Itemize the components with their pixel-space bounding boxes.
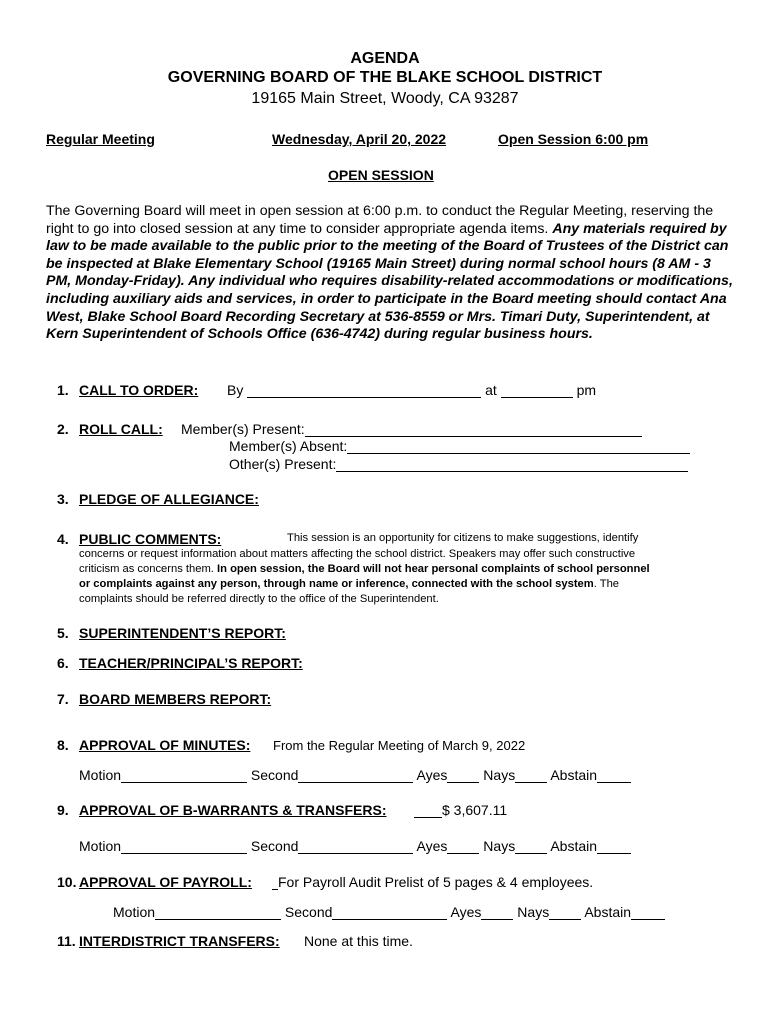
item-11-label: INTERDISTRICT TRANSFERS: — [79, 933, 280, 949]
motion-label: Motion — [79, 838, 122, 854]
others-present-label: Other(s) Present: — [229, 456, 337, 472]
ayes-label: Ayes — [450, 904, 482, 920]
motion-blank — [121, 839, 247, 854]
abstain-blank — [631, 905, 665, 920]
payroll-text-line — [272, 874, 593, 890]
payroll-text: For Payroll Audit Prelist of 5 pages & 4 employees. — [278, 874, 594, 890]
members-present-blank — [305, 422, 642, 437]
district-name: GOVERNING BOARD OF THE BLAKE SCHOOL DISTRICT — [167, 69, 603, 86]
ayes-blank — [447, 768, 479, 783]
abstain-blank — [597, 768, 631, 783]
pm-label: pm — [576, 382, 597, 398]
public-comments-text-a: This session is an opportunity for citizens to make suggestions, identify — [287, 532, 639, 544]
at-label: at — [485, 382, 497, 398]
abstain-label: Abstain — [550, 767, 598, 783]
nays-blank — [515, 768, 547, 783]
second-label: Second — [284, 904, 333, 920]
nays-label: Nays — [483, 767, 516, 783]
public-comments-text-d: . The — [593, 578, 620, 590]
second-label: Second — [250, 767, 299, 783]
meeting-type: Regular Meeting — [46, 131, 155, 147]
public-comments-text-e: complaints should be referred directly to the office of the Superintendent. — [79, 593, 439, 605]
item-5-label: SUPERINTENDENT’S REPORT: — [79, 625, 286, 641]
members-present-line — [181, 421, 642, 437]
item-3-number: 3. — [57, 491, 69, 507]
warrants-amount-line — [414, 802, 507, 818]
ayes-label: Ayes — [416, 838, 448, 854]
item-9-label: APPROVAL OF B-WARRANTS & TRANSFERS: — [79, 802, 387, 818]
session-heading: OPEN SESSION — [328, 167, 434, 183]
others-present-line — [229, 456, 688, 472]
members-absent-line — [229, 438, 690, 454]
warrants-blank — [414, 803, 442, 818]
public-comments-text-c-line — [79, 562, 650, 577]
item-1-label: CALL TO ORDER: — [79, 382, 199, 398]
members-present-label: Member(s) Present: — [181, 421, 305, 437]
item-2-label: ROLL CALL: — [79, 421, 163, 437]
item-7-number: 7. — [57, 691, 69, 707]
agenda-title: AGENDA — [350, 50, 420, 67]
intro-notice-text: Any materials required by law to be made available to the public prior to the meeting of the Board of Trustees of the District can be inspected at Blake Elementary School (19165 Main Street) during normal school hours (8 AM - 3 PM, Monday-Friday). Any individual who requires disability-related accommodations or modifications, including auxiliary aids and services, in order to participate in the Board meeting should contact Ana West, Blake School Board Recording Secretary at 536-8559 or Mrs. Timari Duty, Superintendent, at Kern Superintendent of Schools Office (636-4742) during regular business hours. — [46, 220, 733, 343]
call-to-order-line — [227, 382, 596, 398]
item-5-number: 5. — [57, 625, 69, 641]
item-10-number: 10. — [57, 874, 77, 890]
members-absent-blank — [347, 439, 690, 454]
nays-blank — [549, 905, 581, 920]
item-2-number: 2. — [57, 421, 69, 437]
second-blank — [298, 768, 413, 783]
motion-blank — [155, 905, 281, 920]
item-10-label: APPROVAL OF PAYROLL: — [79, 874, 252, 890]
second-label: Second — [250, 838, 299, 854]
intro-plain-text: The Governing Board will meet in open session at 6:00 p.m. to conduct the Regular Meeting, reserving the right to go into closed session at any time to consider appropriate agenda items. — [46, 203, 714, 237]
item-9-number: 9. — [57, 802, 69, 818]
item-7-label: BOARD MEMBERS REPORT: — [79, 691, 272, 707]
district-address: 19165 Main Street, Woody, CA 93287 — [251, 90, 519, 107]
by-label: By — [227, 382, 244, 398]
item-6-label: TEACHER/PRINCIPAL’S REPORT: — [79, 655, 303, 671]
vote-line-8 — [79, 767, 631, 783]
ayes-blank — [481, 905, 513, 920]
public-comments-text-b: concerns or request information about matters affecting the school district. Speakers may offer such constructive — [79, 548, 636, 560]
by-blank — [247, 383, 481, 398]
ayes-label: Ayes — [416, 767, 448, 783]
abstain-blank — [597, 839, 631, 854]
second-blank — [298, 839, 413, 854]
meeting-date: Wednesday, April 20, 2022 — [272, 131, 447, 147]
nays-label: Nays — [483, 838, 516, 854]
public-comments-bold-b: or complaints against any person, through name or inference, connected with the school system — [79, 578, 594, 590]
abstain-label: Abstain — [550, 838, 598, 854]
item-8-number: 8. — [57, 737, 69, 753]
second-blank — [332, 905, 447, 920]
vote-line-9 — [79, 838, 631, 854]
public-comments-text-d-line — [79, 577, 619, 592]
motion-blank — [121, 768, 247, 783]
motion-label: Motion — [79, 767, 122, 783]
intro-paragraph — [46, 203, 736, 344]
nays-label: Nays — [517, 904, 550, 920]
minutes-text: From the Regular Meeting of March 9, 2022 — [273, 738, 526, 753]
motion-label: Motion — [113, 904, 156, 920]
ayes-blank — [447, 839, 479, 854]
item-8-label: APPROVAL OF MINUTES: — [79, 737, 251, 753]
public-comments-bold-a: In open session, the Board will not hear personal complaints of school personnel — [217, 563, 650, 575]
item-3-label: PLEDGE OF ALLEGIANCE: — [79, 491, 259, 507]
others-present-blank — [336, 457, 688, 472]
public-comments-text-c: criticism as concerns them. — [79, 563, 214, 575]
abstain-label: Abstain — [584, 904, 632, 920]
item-11-number: 11. — [57, 933, 76, 949]
members-absent-label: Member(s) Absent: — [229, 438, 348, 454]
warrants-amount: $ 3,607.11 — [442, 802, 508, 818]
item-6-number: 6. — [57, 655, 69, 671]
item-4-number: 4. — [57, 531, 69, 547]
item-1-number: 1. — [57, 382, 69, 398]
vote-line-10 — [113, 904, 665, 920]
interdistrict-text: None at this time. — [304, 933, 413, 949]
time-blank — [501, 383, 573, 398]
nays-blank — [515, 839, 547, 854]
session-time: Open Session 6:00 pm — [498, 131, 649, 147]
item-4-label: PUBLIC COMMENTS: — [79, 531, 222, 547]
